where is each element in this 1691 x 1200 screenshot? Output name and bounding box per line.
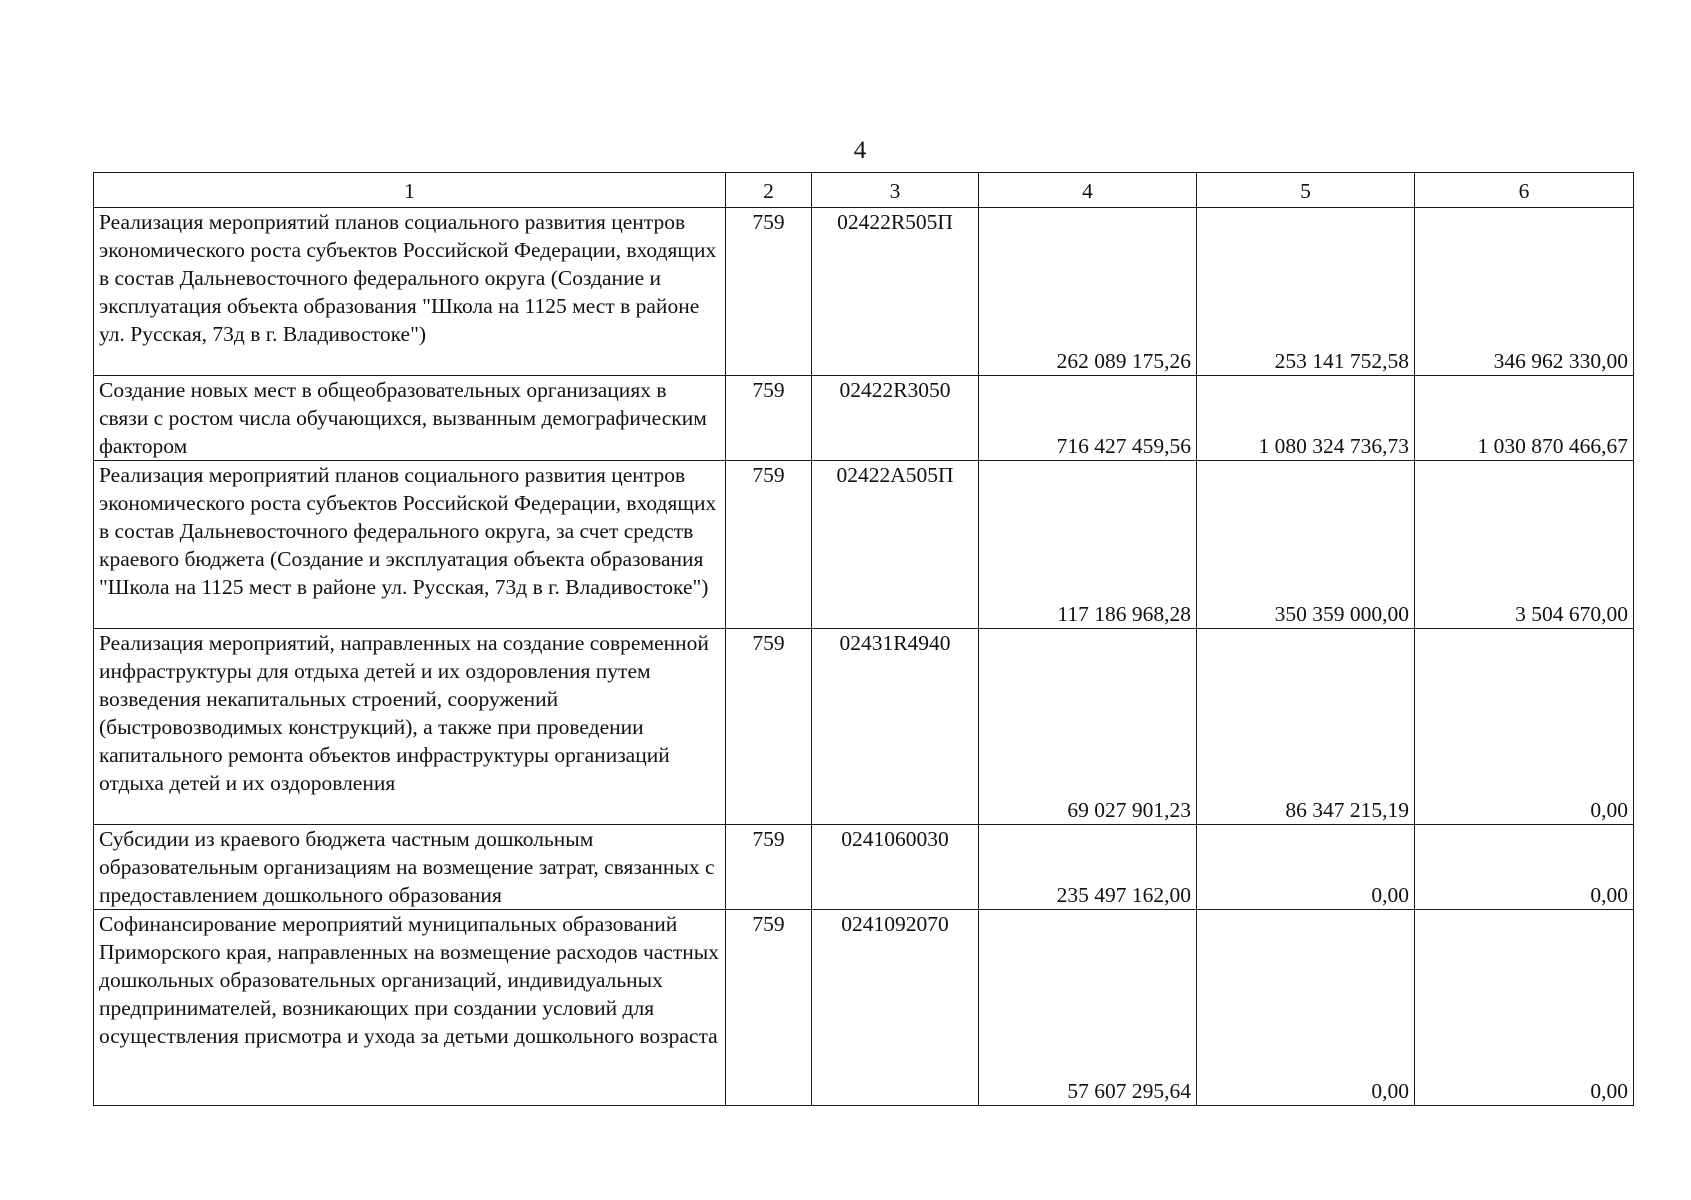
target-article-code: 0241092070	[812, 910, 979, 1106]
expense-name: Реализация мероприятий планов социального развития центров экономического роста субъектов Российской Федерации, входящих в состав Дальневосточного федерального округа (Создание и эксплуатация объекта образования "Школа на 1125 мест в районе ул. Русская, 73д в г. Владивостоке")	[94, 208, 726, 376]
table-row	[94, 825, 1634, 910]
expense-name: Создание новых мест в общеобразовательных организациях в связи с ростом числа обучающихся, вызванным демографическим фактором	[94, 376, 726, 461]
table-row	[94, 376, 1634, 461]
table-row	[94, 461, 1634, 629]
table-row	[94, 629, 1634, 825]
target-article-code: 0241060030	[812, 825, 979, 910]
page-number: 4	[853, 137, 867, 164]
amount-col-4: 262 089 175,26	[979, 208, 1197, 376]
amount-col-4: 716 427 459,56	[979, 376, 1197, 461]
amount-col-4: 117 186 968,28	[979, 461, 1197, 629]
amount-col-6: 0,00	[1415, 629, 1634, 825]
amount-col-6: 0,00	[1415, 825, 1634, 910]
department-code: 759	[726, 825, 812, 910]
amount-col-5: 1 080 324 736,73	[1197, 376, 1415, 461]
amount-col-4: 235 497 162,00	[979, 825, 1197, 910]
amount-col-5: 253 141 752,58	[1197, 208, 1415, 376]
department-code: 759	[726, 208, 812, 376]
column-header: 1	[94, 173, 726, 208]
table-row	[94, 910, 1634, 1106]
department-code: 759	[726, 461, 812, 629]
amount-col-5: 86 347 215,19	[1197, 629, 1415, 825]
department-code: 759	[726, 376, 812, 461]
amount-col-6: 346 962 330,00	[1415, 208, 1634, 376]
target-article-code: 02431R4940	[812, 629, 979, 825]
expense-name: Реализация мероприятий, направленных на создание современной инфраструктуры для отдыха детей и их оздоровления путем возведения некапитальных строений, сооружений (быстровозводимых конструкций), а также при проведении капитального ремонта объектов инфраструктуры организаций отдыха детей и их оздоровления	[94, 629, 726, 825]
column-header: 3	[812, 173, 979, 208]
table-row	[94, 208, 1634, 376]
amount-col-6: 0,00	[1415, 910, 1634, 1106]
column-header: 4	[979, 173, 1197, 208]
column-header: 5	[1197, 173, 1415, 208]
target-article-code: 02422А505П	[812, 461, 979, 629]
amount-col-4: 69 027 901,23	[979, 629, 1197, 825]
department-code: 759	[726, 910, 812, 1106]
amount-col-4: 57 607 295,64	[979, 910, 1197, 1106]
expense-name: Реализация мероприятий планов социального развития центров экономического роста субъектов Российской Федерации, входящих в состав Дальневосточного федерального округа, за счет средств краевого бюджета (Создание и эксплуатация объекта образования "Школа на 1125 мест в районе ул. Русская, 73д в г. Владивостоке")	[94, 461, 726, 629]
target-article-code: 02422R505П	[812, 208, 979, 376]
amount-col-6: 1 030 870 466,67	[1415, 376, 1634, 461]
budget-table	[93, 172, 1634, 1106]
expense-name: Субсидии из краевого бюджета частным дошкольным образовательным организациям на возмещение затрат, связанных с предоставлением дошкольного образования	[94, 825, 726, 910]
column-header: 2	[726, 173, 812, 208]
department-code: 759	[726, 629, 812, 825]
expense-name: Софинансирование мероприятий муниципальных образований Приморского края, направленных на возмещение расходов частных дошкольных образовательных организаций, индивидуальных предпринимателей, возникающих при создании условий для осуществления присмотра и ухода за детьми дошкольного возраста	[94, 910, 726, 1106]
column-header: 6	[1415, 173, 1634, 208]
amount-col-5: 0,00	[1197, 910, 1415, 1106]
amount-col-5: 0,00	[1197, 825, 1415, 910]
amount-col-5: 350 359 000,00	[1197, 461, 1415, 629]
target-article-code: 02422R3050	[812, 376, 979, 461]
amount-col-6: 3 504 670,00	[1415, 461, 1634, 629]
table-header-row	[94, 173, 1634, 208]
